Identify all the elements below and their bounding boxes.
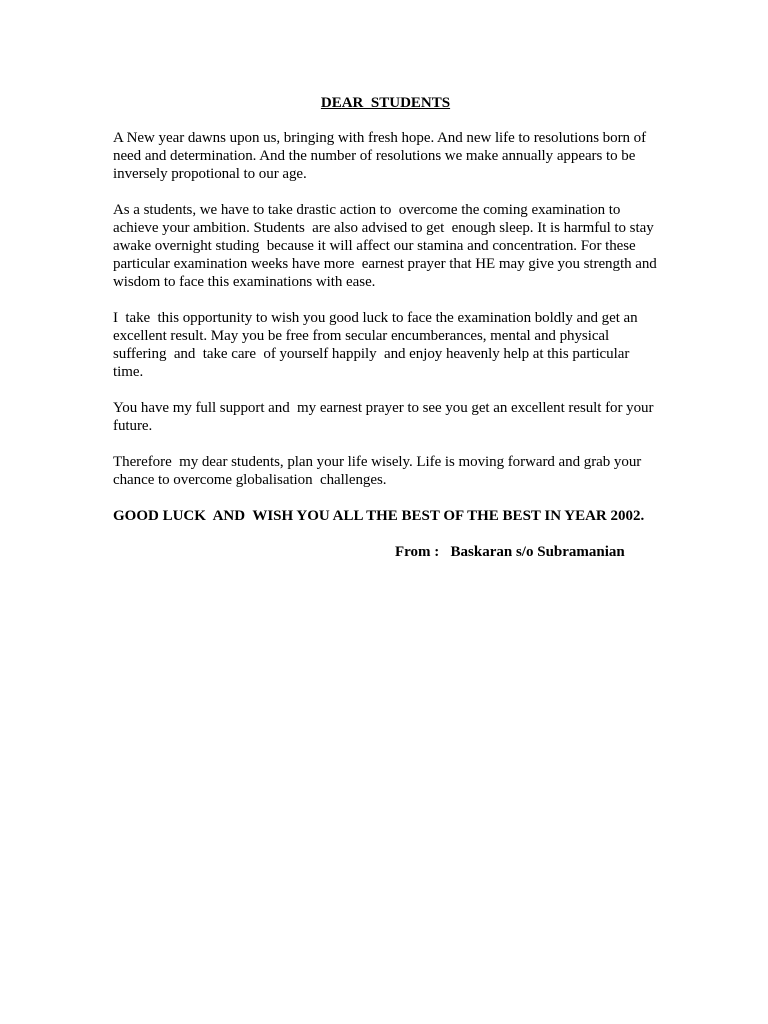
paragraph-new-year: A New year dawns upon us, bringing with fresh hope. And new life to resolutions born of need and determination. And the number of resolutions we make annually appears to be inversely propotional to our age. bbox=[113, 130, 650, 182]
closing-line: GOOD LUCK AND WISH YOU ALL THE BEST OF THE BEST IN YEAR 2002. bbox=[113, 508, 645, 524]
paragraph-plan-life: Therefore my dear students, plan your life wisely. Life is moving forward and grab your chance to overcome globalisation challenges. bbox=[113, 454, 645, 488]
paragraph-exam-advice: As a students, we have to take drastic action to overcome the coming examination to achieve your ambition. Students are also advised to get enough sleep. It is harmful to stay awake overnight studing because it will affect our stamina and concentration. For these particular examination weeks have more earnest prayer that HE may give you strength and wisdom to face this examinations with ease. bbox=[113, 202, 661, 290]
paragraph-good-luck-wish: I take this opportunity to wish you good luck to face the examination boldly and get an excellent result. May you be free from secular encumberances, mental and physical suffering and take care of yourself happily and enjoy heavenly help at this particular time. bbox=[113, 310, 642, 380]
signature-line: From : Baskaran s/o Subramanian bbox=[395, 544, 625, 560]
letter-title: DEAR STUDENTS bbox=[320, 95, 451, 111]
letter-body bbox=[113, 94, 661, 561]
paragraph-support: You have my full support and my earnest prayer to see you get an excellent result for your future. bbox=[113, 400, 658, 434]
